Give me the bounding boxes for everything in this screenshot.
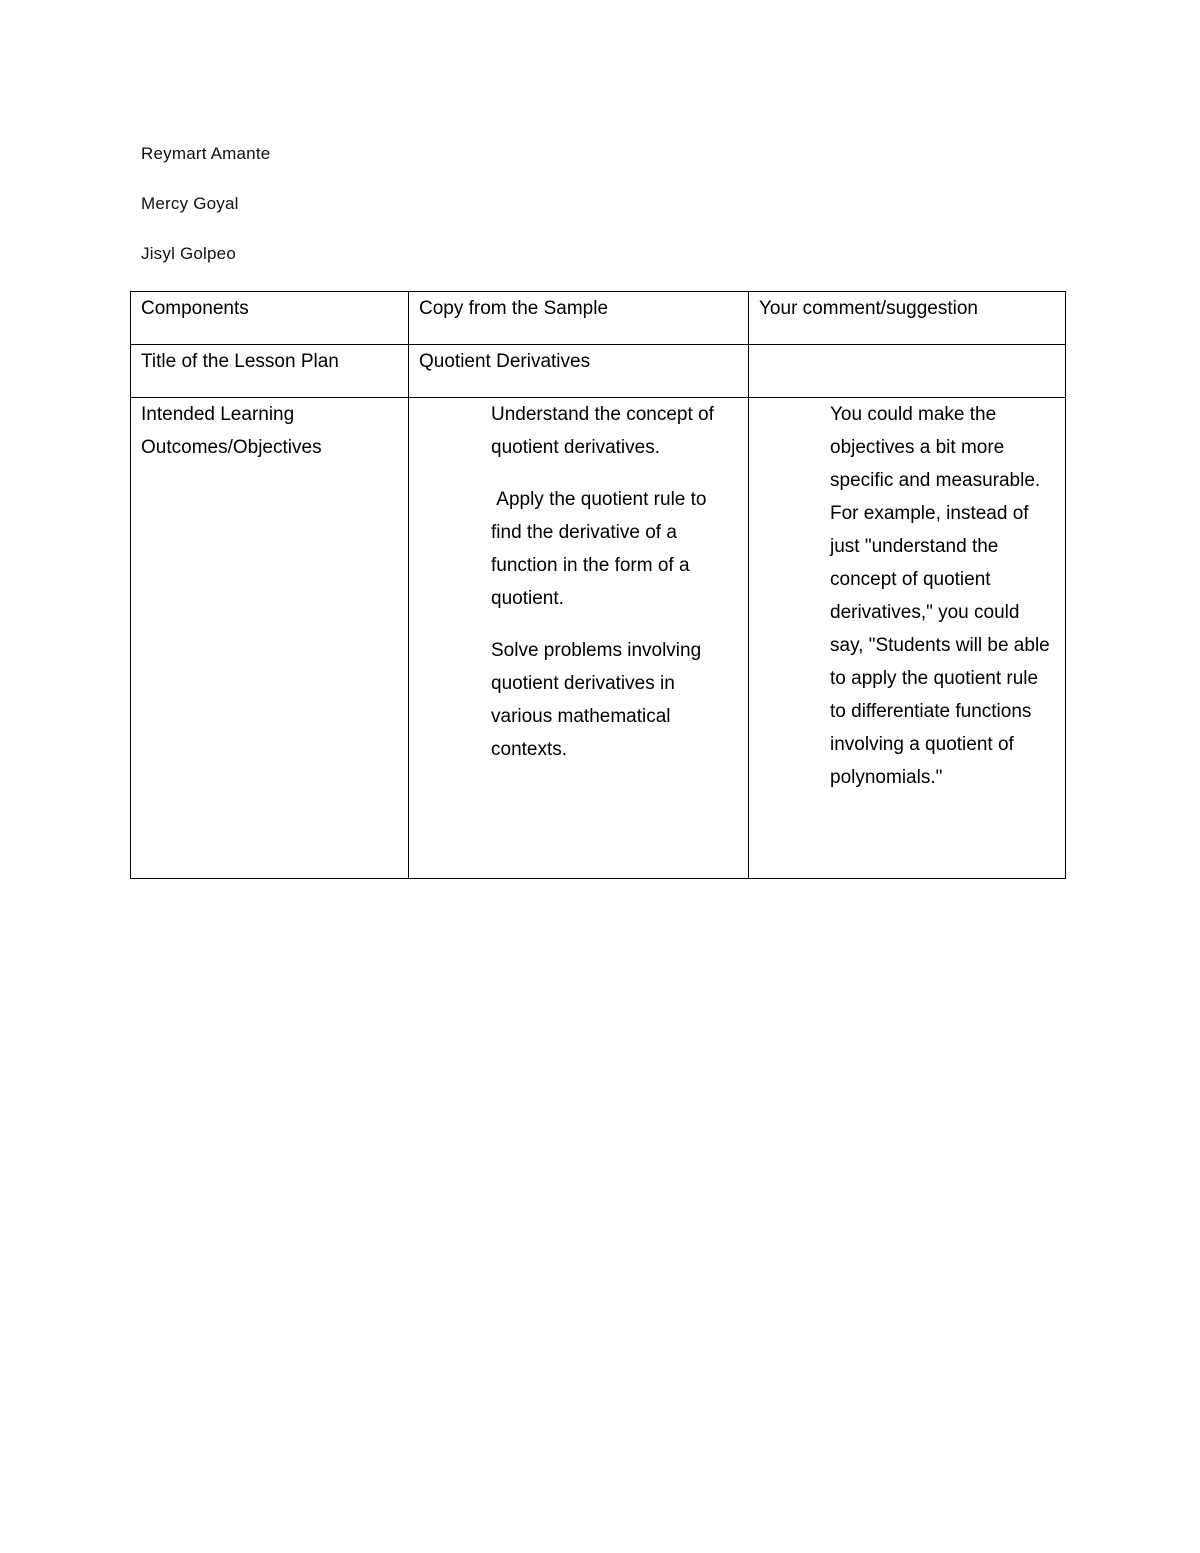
table-row bbox=[131, 345, 1066, 398]
list-item: Understand the concept of quotient derivatives. bbox=[491, 404, 714, 458]
component-cell bbox=[131, 345, 409, 398]
author-name: Reymart Amante bbox=[141, 144, 271, 163]
sample-cell bbox=[409, 345, 749, 398]
component-cell bbox=[131, 398, 409, 879]
header-label: Your comment/suggestion bbox=[759, 298, 978, 319]
author-name: Jisyl Golpeo bbox=[141, 244, 236, 263]
sample-cell bbox=[409, 398, 749, 879]
header-cell-sample bbox=[409, 292, 749, 345]
header-cell-comment bbox=[749, 292, 1066, 345]
table-row bbox=[131, 398, 1066, 879]
list-item: Solve problems involving quotient derivatives in various mathematical contexts. bbox=[491, 640, 702, 760]
sample-text: Quotient Derivatives bbox=[419, 351, 591, 372]
comment-cell bbox=[749, 398, 1066, 879]
author-list bbox=[141, 143, 270, 293]
table-header-row bbox=[131, 292, 1066, 345]
list-item: Apply the quotient rule to find the derivative of a function in the form of a quotient. bbox=[491, 489, 712, 609]
header-label: Components bbox=[141, 298, 249, 319]
component-label: Intended Learning Outcomes/Objectives bbox=[141, 404, 322, 458]
header-label: Copy from the Sample bbox=[419, 298, 609, 319]
comment-cell bbox=[749, 345, 1066, 398]
header-cell-components bbox=[131, 292, 409, 345]
component-label: Title of the Lesson Plan bbox=[141, 351, 339, 372]
author-name: Mercy Goyal bbox=[141, 194, 239, 213]
comment-text: You could make the objectives a bit more specific and measurable. For example, instead of just "understand the concept of quotient derivatives," you could say, "Students will be able to apply the quotient rule to differentiate functions involving a quotient of polynomials." bbox=[830, 404, 1050, 788]
objectives-list bbox=[409, 398, 748, 766]
lesson-plan-review-table bbox=[130, 291, 1066, 879]
